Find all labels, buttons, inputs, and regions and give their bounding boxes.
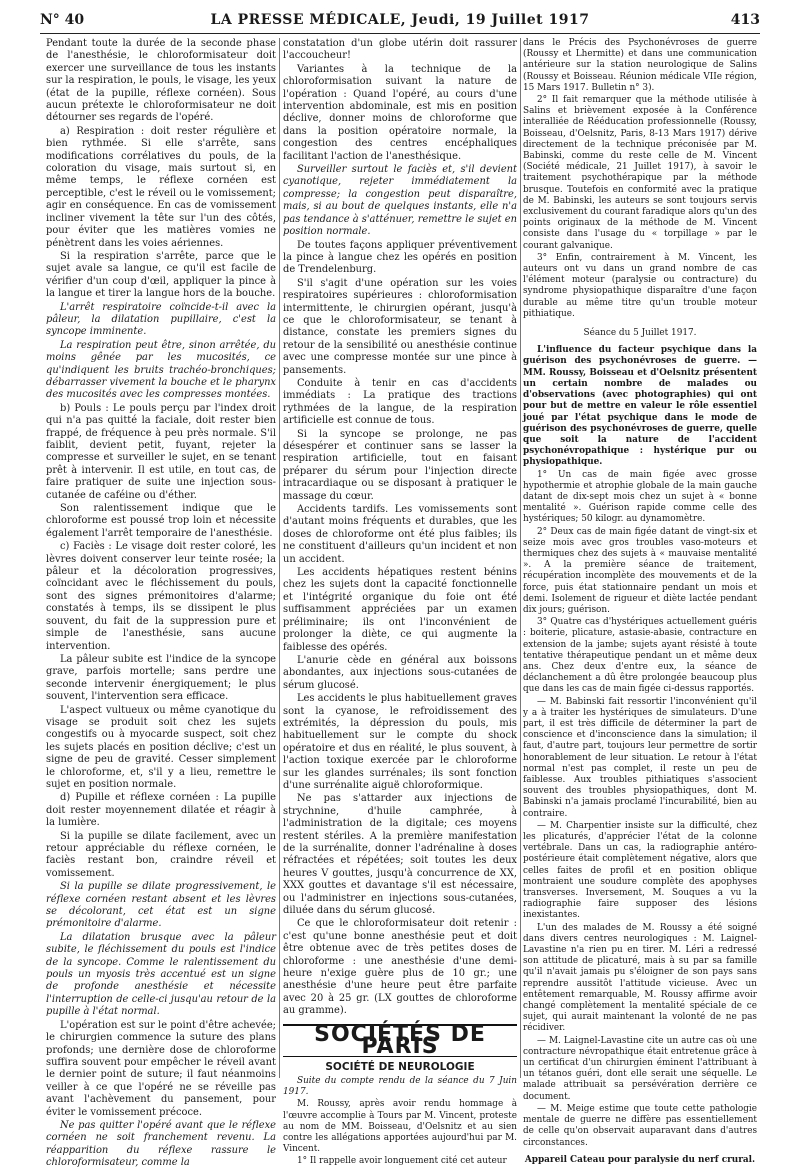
column-divider	[279, 38, 280, 1078]
paragraph: Si la pupille se dilate progressivement, le réflexe cornéen restant absent et les lèvres se décolorant, cet état est un signe prémonitoire d'alarme.	[46, 881, 276, 930]
paragraph: Variantes à la technique de la chloroformisation suivant la nature de l'opération : Quand l'opéré, au cours d'une intervention abdominale, est mis en position déclive, donner moins de chloroforme que dans la position opératoire normale, la congestion des centres encéphaliques facilitant l'action de l'anesthésique.	[283, 63, 517, 162]
paragraph: 3° Enfin, contrairement à M. Vincent, les auteurs ont vu dans un grand nombre de cas l'élément moteur (paralysie ou contracture) du syndrome physiopathique disparaître d'une façon durable au même titre qu'un trouble moteur pithiatique.	[523, 252, 757, 319]
paragraph: L'influence du facteur psychique dans la guérison des psychonévroses de guerre. — MM. Roussy, Boisseau et d'Oelsnitz présentent un certain nombre de malades ou d'observations (avec photographies) qui ont pour but de mettre en valeur le rôle essentiel joué par l'état psychique dans le mode de guérison des psychonévroses de guerre, quelle que soit la nature de l'accident psychonévropathique : hystérique pur ou physiopathique.	[523, 345, 757, 468]
paragraph: 1° Il rappelle avoir longuement cité cet auteur	[297, 1156, 507, 1167]
paragraph: La dilatation brusque avec la pâleur subite, le fléchissement du pouls est l'indice de la syncope. Comme le ralentissement du pouls un myosis très accentué est un signe de profonde anesthésie et nécessite l'interruption de celle-ci jusqu'au retour de la pupille à l'état normal.	[46, 931, 276, 1018]
paragraph: Si la respiration s'arrête, parce que le sujet avale sa langue, ce qu'il est facile de vérifier d'un coup d'œil, appliquer la pince à la langue et tirer la langue hors de la bouche.	[46, 250, 276, 300]
paragraph: Accidents tardifs. Les vomissements sont d'autant moins fréquents et durables, que les doses de chloroforme ont été plus faibles; ils ne constituent d'ailleurs qu'un incident et non un accident.	[283, 504, 517, 565]
paragraph: L'anurie cède en général aux boissons abondantes, aux injections sous-cutanées de sérum glucosé.	[283, 654, 517, 691]
paragraph: Son ralentissement indique que le chloroforme est poussé trop loin et nécessite également l'arrêt temporaire de l'anesthésie.	[46, 503, 276, 539]
paragraph: L'aspect vultueux ou même cyanotique du visage se produit soit chez les sujets congestifs ou à myocarde suspect, soit chez les sujets placés en position déclive; c'est un signe de peu de gravité. Cesser simplement le chloroforme, et, s'il y a lieu, remettre le sujet en position normale.	[46, 704, 276, 790]
paragraph: constatation d'un globe utérin doit rassurer l'accoucheur!	[283, 38, 517, 62]
paragraph: De toutes façons appliquer préventivement la pince à langue chez les opérés en position de Trendelenburg.	[283, 239, 517, 276]
paragraph: La pâleur subite est l'indice de la syncope grave, parfois mortelle; sans perdre une seconde intervenir énergiquement; le plus souvent, l'intervention sera efficace.	[46, 653, 276, 703]
column-middle	[283, 38, 517, 1167]
paragraph: — M. Babinski fait ressortir l'inconvénient qu'il y a à traiter les hystériques de simulateurs. D'une part, il est très difficile de déterminer la part de conscience et d'inconscience dans la simulation; il faut, d'autre part, toujours leur permettre de sortir honorablement de leur situation. Le retour à l'état normal n'est pas complet, il reste un peu de faiblesse. Aux troubles pithiatiques s'associent souvent des troubles physiopathiques, dont M. Babinski n'a jamais proclamé l'incurabilité, bien au contraire.	[523, 696, 757, 819]
paragraph: b) Pouls : Le pouls perçu par l'index droit qui n'a pas quitté la faciale, doit rester bien frappé, de fréquence à peu près normale. S'il faiblit, devient petit, fuyant, rejeter la compresse et surveiller le sujet, en se tenant prêt à intervenir. Il est utile, en tout cas, de faire pratiquer de suite une injection sous-cutanée de caféine ou d'éther.	[46, 402, 276, 501]
paragraph: dans le Précis des Psychonévroses de guerre (Roussy et Lhermitte) et dans une communication antérieure sur la station neurologique de Salins (Roussy et Boisseau. Réunion médicale VIIe région, 15 Mars 1917. Bulletin n° 3).	[523, 38, 757, 93]
column-divider	[520, 38, 521, 1078]
paragraph: Les accidents le plus habituellement graves sont la cyanose, le refroidissement des extrémités, la dépression du pouls, mis habituellement sur le compte du shock opératoire et dus en réalité, le plus souvent, à l'action toxique exercée par le chloroforme sur les glandes surrénales; ils sont fonction d'une surrénalite aiguë chloroformique.	[283, 693, 517, 791]
paragraph: — M. Charpentier insiste sur la difficulté, chez les plicaturés, d'apprécier l'état de la colonne vertébrale. Dans un cas, la radiographie antéro-postérieure était complètement négative, alors que celles faites de profil et en position oblique montraient une soudure complète des apophyses transverses. Inversement, M. Souques a vu la radiographie faire supposer des lésions inexistantes.	[523, 820, 757, 921]
paragraph: Les accidents hépatiques restent bénins chez les sujets dont la capacité fonctionnelle et l'intégrité organique du foie ont été suffisamment appréciées par un examen préliminaire; ils ont l'inconvénient de prolonger la diète, ce qui augmente la faiblesse des opérés.	[283, 567, 517, 653]
page-header	[0, 0, 800, 38]
page-number: 413	[730, 12, 760, 28]
paragraph: M. Roussy, après avoir rendu hommage à l'œuvre accomplie à Tours par M. Vincent, proteste au nom de MM. Boisseau, d'Oelsnitz et au sien contre les allégations apportées aujourd'hui par M. Vincent.	[283, 1099, 517, 1155]
paragraph: Pendant toute la durée de la seconde phase de l'anesthésie, le chloroformisateur doit exercer une surveillance de tous les instants sur la respiration, le pouls, le visage, les yeux (état de la pupille, réflexe cornéen). Sous aucun prétexte le chloroformisateur ne doit détourner ses regards de l'opéré.	[46, 38, 276, 124]
paragraph: a) Respiration : doit rester régulière et bien rythmée. Si elle s'arrête, sans modifications corrélatives du pouls, de la coloration du visage, mais surtout si, en même temps, le réflexe cornéen est perceptible, c'est le réveil ou le vomissement; agir en conséquence. En cas de vomissement incliner vivement la tête sur l'un des côtés, pour éviter que les matières vomies ne pénètrent dans les voies aériennes.	[46, 125, 276, 249]
paragraph: c) Faciès : Le visage doit rester coloré, les lèvres doivent conserver leur teinte rosée; la pâleur et la décoloration progressives, coïncidant avec le fléchissement du pouls, sont des signes prémonitoires d'alarme; constatés à temps, ils se dissipent le plus souvent, du fait de la suppression pure et simple de l'anesthésie, sans aucune intervention.	[46, 541, 276, 652]
paragraph: Si la syncope se prolonge, ne pas désespérer et continuer sans se lasser la respiration artificielle, tout en faisant préparer du sérum pour l'injection directe intracardiaque ou se disposant à pratiquer le massage du cœur.	[283, 428, 517, 502]
paragraph: L'un des malades de M. Roussy a été soigné dans divers centres neurologiques : M. Laignel-Lavastine n'a rien pu en tirer. M. Léri a redressé son attitude de plicaturé, mais à su par sa famille qu'il n'avait jamais pu s'éloigner de son pays sans reprendre aussitôt l'attitude vicieuse. Avec un entêtement remarquable, M. Roussy affirme avoir changé complètement la mentalité spéciale de ce sujet, qui aurait maintenant la volonté de ne pas récidiver.	[523, 922, 757, 1034]
paragraph: L'arrêt respiratoire coïncide-t-il avec la pâleur, la dilatation pupillaire, c'est la syncope imminente.	[46, 301, 276, 338]
paragraph: 2° Il fait remarquer que la méthode utilisée à Salins et brièvement exposée à la Conférence interalliée de Rééducation professionnelle (Roussy, Boisseau, d'Oelsnitz, Paris, 8-13 Mars 1917) dérive directement de la technique préconisée par M. Babinski, comme du reste celle de M. Vincent (Société médicale, 21 Juillet 1917), à savoir le traitement psychothérapique par la méthode brusque. Toutefois en conformité avec la pratique de M. Babinski, les auteurs se sont toujours servis exclusivement du courant faradique alors qu'un des points originaux de la méthode de M. Vincent consiste dans l'usage du « torpillage » par le courant galvanique.	[523, 95, 757, 251]
paragraph: — M. Meige estime que toute cette pathologie mentale de guerre ne diffère pas essentiellement de celle qu'on observait auparavant dans d'autres circonstances.	[523, 1103, 757, 1148]
session-date: Séance du 5 Juillet 1917.	[583, 328, 697, 339]
header-rule	[40, 33, 760, 34]
paragraph: 2° Deux cas de main figée datant de vingt-six et seize mois avec gros troubles vaso-moteurs et thermiques chez des sujets à « mauvaise mentalité ». A la première séance de traitement, récupération incomplète des mouvements et de la force, puis état stationnaire pendant un mois et demi. Isolement de rigueur et diète lactée pendant dix jours; guérison.	[523, 526, 757, 615]
paragraph: Si la pupille se dilate facilement, avec un retour appréciable du réflexe cornéen, le faciès restant bon, craindre réveil et vomissement.	[46, 830, 276, 879]
journal-title: LA PRESSE MÉDICALE, Jeudi, 19 Juillet 1917	[210, 12, 590, 28]
paragraph: — M. Laignel-Lavastine cite un autre cas où une contracture névropathique était entretenue grâce à un certificat d'un chirurgien éminent l'attribuant à un tétanos guéri, dont elle serait une séquelle. Le malade attribuait sa persévération derrière ce document.	[523, 1035, 757, 1102]
paragraph: L'opération est sur le point d'être achevée; le chirurgien commence la suture des plans profonds; une dernière dose de chloroforme suffira souvent pour empêcher le réveil avant le dernier point de suture; il faut néanmoins veiller à ce que l'opéré ne se réveille pas avant l'achèvement du pansement, pour éviter le vomissement précoce.	[46, 1019, 276, 1118]
column-right	[523, 38, 757, 1165]
paragraph: Ne pas quitter l'opéré avant que le réflexe cornéen ne soit franchement revenu. La réapparition du réflexe rassure le chloroformisateur, comme la	[46, 1119, 276, 1169]
paragraph: 1° Un cas de main figée avec grosse hypothermie et atrophie globale de la main gauche datant de dix-sept mois chez un sujet à « bonne mentalité ». Guérison rapide comme celle des hystériques; 50 kilogr. au dynamomètre.	[523, 469, 757, 525]
paragraph: Ne pas s'attarder aux injections de strychnine, d'huile camphrée, à l'administration de la digitale; ces moyens restent stériles. A la première manifestation de la surrénalite, donner l'adrénaline à doses réfractées et répétées; soit toutes les deux heures V gouttes, jusqu'à concurrence de XX, XXX gouttes et davantage s'il est nécessaire, ou l'administrer en injections sous-cutanées, diluée dans du sérum glucosé.	[283, 793, 517, 917]
session-note: Suite du compte rendu de la séance du 7 Juin 1917.	[283, 1075, 517, 1098]
section-title-societes: SOCIÉTÉS DE PARIS	[283, 1024, 517, 1057]
paragraph: 3° Quatre cas d'hystériques actuellement guéris : boiterie, plicature, astasie-abasie, contracture en extension de la jambe; sujets ayant résisté à toute tentative thérapeutique pendant un et même deux ans. Chez deux d'entre eux, la séance de déclanchement a dû être prolongée beaucoup plus que dans les cas de main figée ci-dessus rapportés.	[523, 617, 757, 695]
paragraph: Surveiller surtout le faciès et, s'il devient cyanotique, rejeter immédiatement la compresse; la congestion peut disparaître, mais, si au bout de quelques instants, elle n'a pas tendance à s'atténuer, remettre le sujet en position normale.	[283, 164, 517, 238]
paragraph: S'il s'agit d'une opération sur les voies respiratoires supérieures : chloroformisation intermittente, le chirurgien opérant, jusqu'à ce que le chloroformisateur, se tenant à distance, constate les premiers signes du retour de la sensibilité ou anesthésie continue avec une compresse montée sur une pince à pansements.	[283, 277, 517, 376]
paragraph: d) Pupille et réflexe cornéen : La pupille doit rester moyennement dilatée et réagir à la lumière.	[46, 792, 276, 829]
paragraph: Ce que le chloroformisateur doit retenir : c'est qu'une bonne anesthésie peut et doit être obtenue avec de très petites doses de chloroforme : une anesthésie d'une demi-heure n'exige guère plus de 10 gr.; une anesthésie d'une heure peut être parfaite avec 20 à 25 gr. (LX gouttes de chloroforme au gramme).	[283, 918, 517, 1017]
paragraph: Conduite à tenir en cas d'accidents immédiats : La pratique des tractions rythmées de la langue, de la respiration artificielle est connue de tous.	[283, 377, 517, 427]
article-heading: Appareil Cateau pour paralysie du nerf crural.	[524, 1154, 756, 1165]
column-left	[46, 38, 276, 1169]
issue-number: N° 40	[40, 12, 85, 28]
paragraph: La respiration peut être, sinon arrêtée, du moins gênée par les mucosités, ce qu'indiquent les bruits trachéo-bronchiques; débarrasser vivement la bouche et le pharynx des mucosités avec les compresses montées.	[46, 339, 276, 401]
society-name: SOCIÉTÉ DE NEUROLOGIE	[325, 1060, 475, 1073]
